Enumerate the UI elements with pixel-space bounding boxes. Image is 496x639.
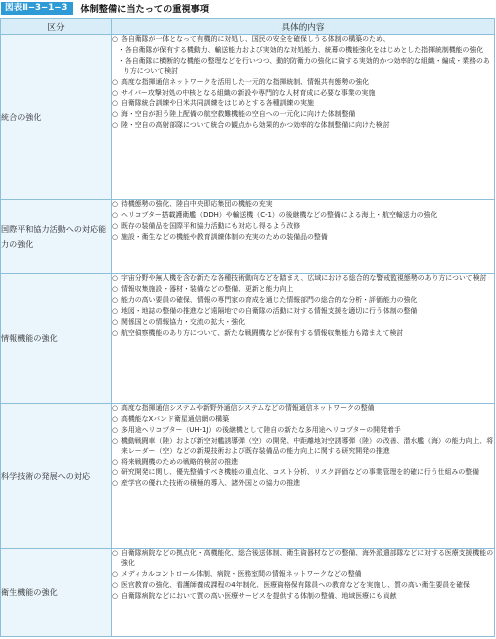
list-item [112, 426, 494, 436]
bullet-marker: ○ [112, 221, 118, 230]
list-item [112, 222, 494, 232]
row-items [112, 549, 495, 637]
row-items [112, 404, 495, 549]
list-item [112, 437, 494, 457]
table-row [1, 274, 495, 404]
item-text: 機動戦闘車（陸）および新空対艦誘導弾（空）の開発、中距離地対空誘導弾（陸）の改善、潜水艦（海）の能力向上、将来レーダー（空）などの新規技術および既存装備品の能力向上に関する研究開発の推進 [121, 436, 494, 455]
list-item [112, 110, 494, 120]
priority-table [0, 18, 495, 637]
item-text: 待機態勢の強化、陸自中央即応集団の機能の充実 [121, 200, 273, 208]
row-category: 科学技術の発展への対応 [1, 404, 112, 549]
bullet-marker: ○ [112, 569, 118, 578]
table-row [1, 549, 495, 637]
bullet-marker: ○ [112, 479, 118, 488]
bullet-marker: ○ [112, 468, 118, 477]
bullet-marker: ○ [112, 99, 118, 108]
list-item [112, 35, 494, 45]
sub-item [112, 57, 494, 77]
bullet-marker: ○ [112, 232, 118, 241]
list-item [112, 78, 494, 88]
item-text: 高機能なXバンド衛星通信網の構築 [121, 414, 230, 423]
bullet-marker: ○ [112, 295, 118, 304]
bullet-marker: ○ [112, 121, 118, 130]
sub-item [112, 46, 494, 56]
list-item [112, 285, 494, 295]
bullet-marker: ○ [112, 88, 118, 97]
column-header-content: 具体的内容 [112, 19, 495, 35]
item-text: 宇宙分野や無人機を含む新たな各種技術動向などを踏まえ、広域における総合的な警戒監視態勢のあり方について検討 [121, 274, 487, 282]
bullet-marker: ○ [112, 284, 118, 293]
bullet-marker: ○ [112, 110, 118, 119]
list-item [112, 211, 494, 221]
sub-marker: ・ [118, 56, 125, 65]
item-text: ヘリコプター搭載護衛艦（DDH）や輸送機（C-1）の後継機などの整備による海上・航空輸送力の強化 [121, 210, 438, 219]
item-text: 研究開発に関し、優先整備すべき機能の重点化、コスト分析、リスク評価などの事業管理を的確に行う仕組みの整備 [121, 468, 480, 477]
bullet-marker: ○ [112, 404, 118, 412]
item-text: 将来戦闘機のための戦略的検討の推進 [121, 457, 239, 466]
list-item [112, 99, 494, 109]
row-items [112, 200, 495, 274]
bullet-marker: ○ [112, 200, 118, 208]
list-item [112, 581, 494, 591]
column-header-category: 区分 [1, 19, 112, 35]
list-item [112, 274, 494, 284]
bullet-marker: ○ [112, 580, 118, 589]
bullet-marker: ○ [112, 457, 118, 466]
item-text: 関係国との情報協力・交流の拡大・強化 [121, 317, 246, 326]
item-text: 既存の装備品を国際平和協力活動にも対応し得るよう改修 [121, 221, 301, 230]
bullet-marker: ○ [112, 425, 118, 434]
bullet-marker: ○ [112, 328, 118, 337]
item-text: 高度な指揮通信ネットワークを活用した一元的な指揮統制、情報共有態勢の強化 [121, 77, 370, 86]
figure-tag: 図表Ⅱ−3−1−3 [1, 2, 73, 15]
list-item [112, 458, 494, 468]
item-text: 地図・地誌の整備の推進など遠隔地での自衛隊の活動に対する情報支援を適切に行う体制の整備 [121, 306, 418, 315]
list-item [112, 592, 494, 602]
item-text: メディカルコントロール体制、病院・医務室間の情報ネットワークなどの整備 [121, 569, 362, 578]
list-item [112, 404, 494, 414]
list-item [112, 307, 494, 317]
list-item [112, 479, 494, 489]
item-text: 自衛隊病院などにおいて質の高い医療サービスを提供する体制の整備、地域医療にも貢献 [121, 591, 397, 600]
table-header-row [1, 19, 495, 35]
bullet-marker: ○ [112, 436, 118, 445]
item-text: 産学官の優れた技術の積極的導入、諸外国との協力の推進 [121, 479, 301, 488]
sub-item-text: 各自衛隊が保有する機動力、輸送能力および実効的な対処能力、統幕の機能強化をはじめとした指揮統制機能の強化 [124, 45, 484, 54]
row-category: 衛生機能の強化 [1, 549, 112, 637]
row-items [112, 35, 495, 200]
list-item [112, 233, 494, 243]
item-text: 多用途ヘリコプター（UH-1J）の後継機として陸自の新たな多用途ヘリコプターの開発着手 [121, 425, 401, 434]
list-item [112, 570, 494, 580]
item-text: 自衛隊統合訓練や日米共同訓練をはじめとする各種訓練の実施 [121, 99, 314, 108]
list-item [112, 200, 494, 210]
bullet-marker: ○ [112, 549, 118, 557]
list-item [112, 468, 494, 478]
item-text: 施設・衛生などの機能や教育訓練体制の充実のための装備品の整備 [121, 232, 328, 241]
item-text: 海・空自が担う陸上配備の航空救難機能の空自への一元化に向けた体制整備 [121, 110, 356, 119]
item-text: サイバー攻撃対処の中核となる組織の新設や専門的な人材育成に必要な事業の実施 [121, 88, 376, 97]
list-item [112, 329, 494, 339]
table-row [1, 200, 495, 274]
item-text: 陸・空自の高射部隊について統合の観点から効果的かつ効率的な体制整備に向けた検討 [121, 121, 390, 130]
figure-header [0, 0, 496, 16]
list-item [112, 318, 494, 328]
item-text: 能力の高い要員の確保、情報の専門家の育成を通じた情報部門の総合的な分析・評価能力の強化 [121, 295, 418, 304]
table-row [1, 35, 495, 200]
bullet-marker: ○ [112, 274, 118, 282]
bullet-marker: ○ [112, 77, 118, 86]
bullet-marker: ○ [112, 591, 118, 600]
row-items [112, 274, 495, 404]
item-text: 航空偵察機能のあり方について、新たな戦闘機などが保有する情報収集能力も踏まえて検討 [121, 328, 404, 337]
item-text: 自衛隊病院などの拠点化・高機能化、総合後送体制、衛生資器材などの整備、海外派遣部隊などに対する医療支援機能の強化 [121, 549, 494, 567]
figure-title: 体制整備に当たっての重視事項 [80, 4, 210, 15]
row-category: 統合の強化 [1, 35, 112, 200]
item-text: 医官教育の強化、看護師養成課程の4年制化、医療資格保有隊員への教育などを実施し、質の高い衛生要員を確保 [121, 580, 470, 589]
list-item [112, 121, 494, 131]
bullet-marker: ○ [112, 210, 118, 219]
bullet-marker: ○ [112, 317, 118, 326]
item-text: 情報収集施設・器材・装備などの整備、更新と能力向上 [121, 284, 294, 293]
row-category: 国際平和協力活動への対応能力の強化 [1, 200, 112, 274]
sub-marker: ・ [118, 45, 125, 54]
list-item [112, 89, 494, 99]
item-text: 高度な指揮通信システムや新野外通信システムなどの情報通信ネットワークの整備 [121, 404, 375, 412]
list-item [112, 415, 494, 425]
item-text: 各自衛隊が一体となって有機的に対処し、国民の安全を確保しうる体制の構築のため、 [121, 35, 390, 43]
list-item [112, 549, 494, 569]
list-item [112, 296, 494, 306]
row-category: 情報機能の強化 [1, 274, 112, 404]
bullet-marker: ○ [112, 35, 118, 43]
sub-item-text: 各自衛隊に横断的な機能の整理などを行いつつ、動的防衛力の強化に資する実効的かつ効率的な組織・編成・業務のあり方について検討 [123, 56, 490, 75]
bullet-marker: ○ [112, 306, 118, 315]
bullet-marker: ○ [112, 414, 118, 423]
table-row [1, 404, 495, 549]
